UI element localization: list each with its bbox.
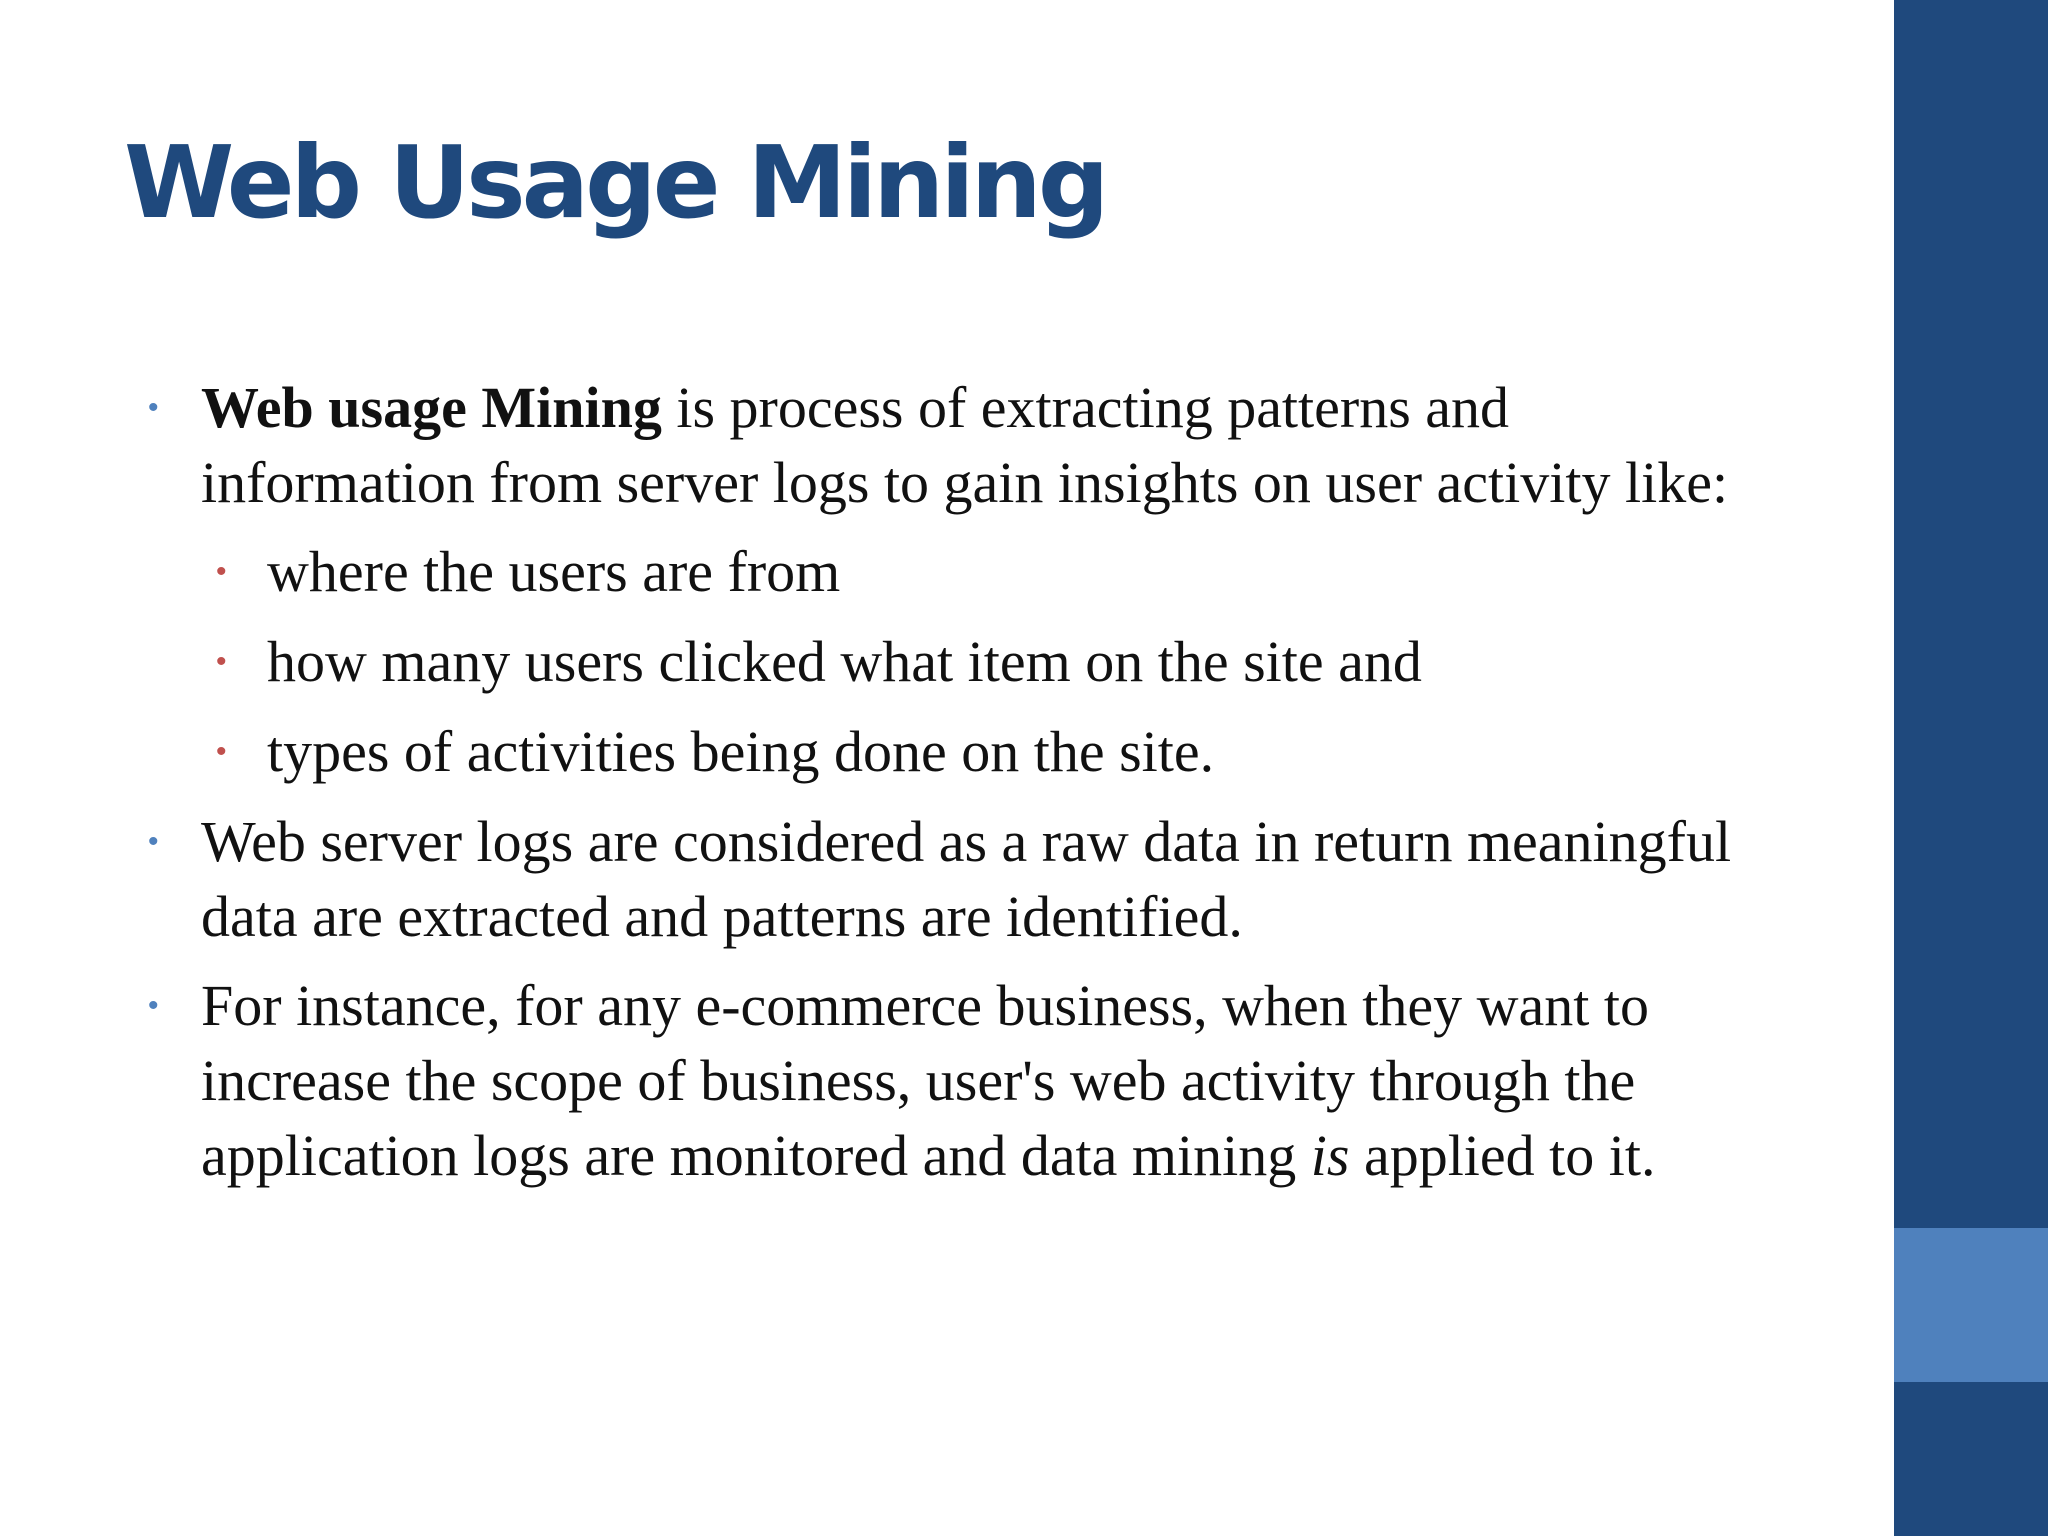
sub-bullet-item — [148, 534, 1788, 609]
sub-bullet-text: types of activities being done on the site. — [267, 719, 1215, 784]
slide-body — [148, 370, 1788, 1207]
bullet-dot-icon: • — [148, 825, 159, 858]
bullet-text: Web server logs are considered as a raw data in return meaningful data are extracted and patterns are identified. — [201, 809, 1732, 949]
italic-word: is — [1310, 1123, 1350, 1188]
sub-bullet-item — [148, 714, 1788, 789]
bullet-text: For instance, for any e-commerce business, when they want to increase the scope of business, user's web activity through the application logs are monitored and data mining — [201, 973, 1649, 1188]
bullet-dot-icon: • — [148, 989, 159, 1022]
bullet-dot-icon: • — [148, 391, 159, 424]
bullet-item — [148, 968, 1788, 1193]
bold-term: Web usage Mining — [201, 375, 662, 440]
bullet-text: is process of extracting patterns and information from server logs to gain insights on user activity like: — [201, 375, 1729, 515]
side-accent-block — [1894, 1228, 2048, 1382]
sub-bullet-dot-icon: • — [216, 555, 227, 588]
sub-bullet-text: where the users are from — [267, 539, 841, 604]
slide-title: Web Usage Mining — [124, 124, 1106, 241]
sub-bullet-text: how many users clicked what item on the site and — [267, 629, 1422, 694]
bullet-item — [148, 370, 1788, 520]
bullet-item — [148, 804, 1788, 954]
sub-bullet-dot-icon: • — [216, 735, 227, 768]
sub-bullet-item — [148, 624, 1788, 699]
sub-bullet-dot-icon: • — [216, 645, 227, 678]
bullet-text: applied to it. — [1349, 1123, 1656, 1188]
